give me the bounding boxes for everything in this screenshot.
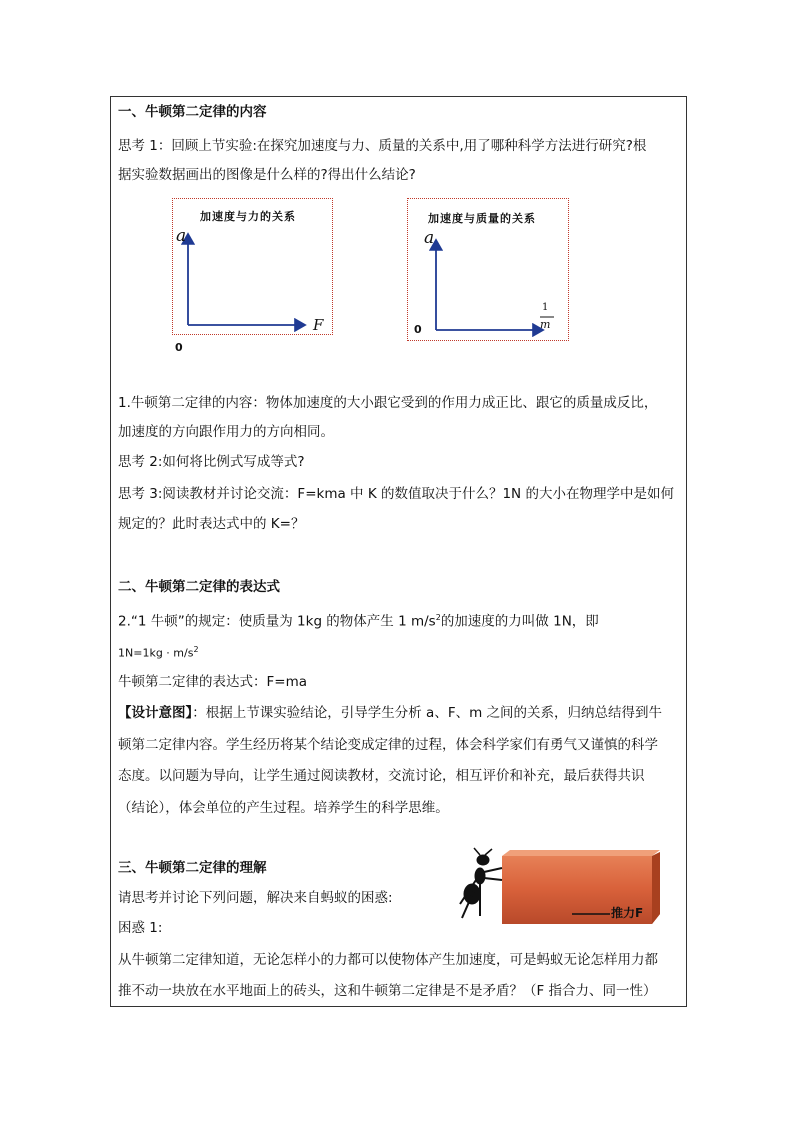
think1-line2: 据实验数据画出的图像是什么样的?得出什么结论?: [118, 167, 416, 183]
force-graph-y-label: a: [176, 226, 187, 246]
force-graph-origin: 0: [175, 341, 183, 354]
design-line3: 态度。以问题为导向，让学生通过阅读教材，交流讨论，相互评价和补充，最后获得共识: [118, 768, 645, 784]
section3-prompt: 请思考并讨论下列问题，解决来自蚂蚁的困惑:: [118, 890, 393, 906]
puzzle-line1: 从牛顿第二定律知道，无论怎样小的力都可以使物体产生加速度，可是蚂蚁无论怎样用力都: [118, 952, 658, 968]
newton-definition: 2.“1 牛顿”的规定：使质量为 1kg 的物体产生 1 $m/s^2$的加速度的力叫做 1N，即: [118, 613, 599, 630]
law-content-line2: 加速度的方向跟作用力的方向相同。: [118, 424, 334, 440]
ant-icon: [460, 848, 502, 918]
think3-line1: 思考 3:阅读教材并讨论交流：F=kma 中 K 的数值取决于什么？1N 的大小在物理学中是如何: [118, 486, 674, 502]
expression: 牛顿第二定律的表达式：F=ma: [118, 674, 307, 690]
design-line2: 顿第二定律内容。学生经历将某个结论变成定律的过程，体会科学家们有勇气又谨慎的科学: [118, 737, 658, 753]
section1-heading: 一、牛顿第二定律的内容: [118, 104, 267, 120]
section2-heading: 二、牛顿第二定律的表达式: [118, 579, 280, 595]
mass-graph-y-label: a: [424, 228, 435, 248]
think2: 思考 2:如何将比例式写成等式?: [118, 454, 305, 470]
puzzle-label: 困惑 1:: [118, 920, 163, 936]
section3-heading: 三、牛顿第二定律的理解: [118, 860, 267, 876]
think1-line1: 思考 1：回顾上节实验:在探究加速度与力、质量的关系中,用了哪种科学方法进行研究?根: [118, 138, 647, 154]
unit-equation: $1N=1kg \cdot m/s^2$: [118, 645, 199, 660]
design-line4: （结论），体会单位的产生过程。培养学生的科学思维。: [118, 800, 449, 816]
force-graph-x-label: F: [313, 316, 324, 334]
force-label: 推力F: [611, 906, 644, 920]
mass-graph-x-denominator: m: [540, 318, 551, 331]
puzzle-line2: 推不动一块放在水平地面上的砖头，这和牛顿第二定律是不是矛盾？（F 指合力、同一性）: [118, 983, 657, 999]
mass-graph-origin: 0: [414, 323, 422, 336]
mass-graph-x-numerator: 1: [542, 302, 549, 313]
force-graph-title: 加速度与力的关系: [200, 210, 296, 223]
think3-line2: 规定的？此时表达式中的 K=？: [118, 516, 305, 532]
design-line1: 【设计意图】：根据上节课实验结论，引导学生分析 a、F、m 之间的关系，归纳总结得到牛: [118, 705, 663, 721]
law-content-line1: 1.牛顿第二定律的内容：物体加速度的大小跟它受到的作用力成正比、跟它的质量成反比，: [118, 395, 658, 411]
force-graph-axes: [172, 198, 334, 348]
mass-graph-title: 加速度与质量的关系: [428, 212, 536, 225]
